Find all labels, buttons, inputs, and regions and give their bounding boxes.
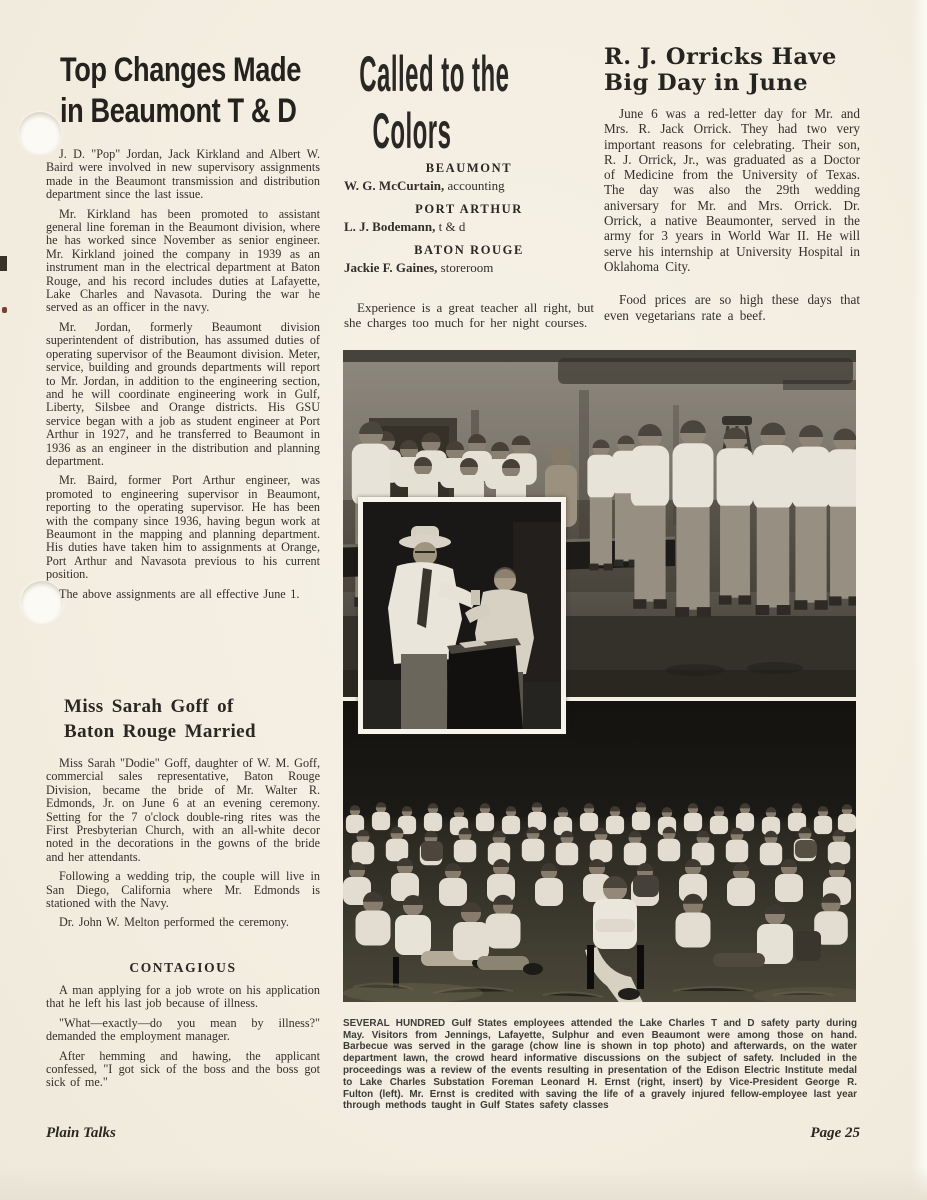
title-line: Big Day in June bbox=[604, 70, 809, 96]
title-line: Colors bbox=[372, 103, 452, 159]
article-top-changes bbox=[46, 50, 320, 607]
article-called-colors-title bbox=[302, 46, 522, 160]
page-number: Page 25 bbox=[810, 1125, 860, 1141]
paragraph: Dr. John W. Melton performed the ceremony. bbox=[59, 915, 289, 930]
paragraph: Mr. Jordan, formerly Beaumont division superintendent of distribution, has assumed duties of operating supervisor of the Beaumont division. Meter, service, building and grounds departments will report to Mr. Jordan, in addition to the engineering section, and he will coordinate engineering work in Gulf, Liberty, Silsbee and Orange districts. His GSU service began with a job as student engineer at Port Arthur in 1927, and he transferred to Beaumont in 1936 as an engineer in the distribution and planning department. bbox=[46, 319, 320, 468]
publication-name: Plain Talks bbox=[46, 1125, 116, 1141]
paper-speck bbox=[2, 307, 7, 313]
article-sarah-goff bbox=[46, 694, 320, 936]
paragraph: Mr. Baird, former Port Arthur engineer, was promoted to engineering supervisor in Beaumont, reporting to the operating supervisor. He has been with the company since 1936, having begun work at Beaumont in the mapping and planning department. His duties have taken him to assignments at Orange, Port Arthur and Navasota previous to his current position. bbox=[46, 473, 320, 582]
photo-medal-presentation bbox=[358, 497, 566, 734]
service-roster bbox=[344, 161, 594, 284]
roster-name: Jackie F. Gaines, bbox=[344, 260, 438, 275]
roster-entry bbox=[344, 219, 594, 235]
article-sarah-goff-title bbox=[46, 694, 320, 744]
paragraph: Miss Sarah "Dodie" Goff, daughter of W. M. Goff, commercial sales representative, Baton Rouge Division, became the bride of Mr. Walter R. Edmonds, Jr. on June 6 at an evening ceremony. Setting for the 7 o'clock double-ring rites was the First Presbyterian Church, with an all-white decor noted in the decorations in the gowns of the bride and her attendants. bbox=[46, 756, 320, 864]
roster-entry bbox=[344, 260, 594, 276]
page-footer bbox=[46, 1125, 860, 1142]
article-orricks bbox=[604, 44, 860, 329]
roster-name: W. G. McCurtain, bbox=[344, 178, 445, 193]
title-line: in Beaumont T & D bbox=[60, 92, 297, 130]
paragraph: Mr. Kirkland has been promoted to assistant general line foreman in the Beaumont division, where he has worked since November as senior engineer. Mr. Kirkland joined the company in 1939 as an instrument man in the electrical department at Baton Rouge, and his record includes duties at Lafayette, Lake Charles and Navasota. During the war he served as an officer in the navy. bbox=[46, 206, 320, 315]
roster-city: BEAUMONT bbox=[425, 161, 513, 175]
roster-role: storeroom bbox=[440, 260, 494, 275]
paper-speck bbox=[0, 256, 7, 271]
article-orricks-title bbox=[604, 44, 860, 96]
photo-lawn-crowd-art bbox=[343, 701, 856, 1002]
paragraph: J. D. "Pop" Jordan, Jack Kirkland and Albert W. Baird were involved in new supervisory assignments made in the Beaumont transmission and distribution department since the last issue. bbox=[46, 147, 320, 202]
paragraph: The above assignments are all effective June 1. bbox=[59, 586, 300, 601]
title-line: Top Changes Made bbox=[60, 51, 301, 89]
photo-block bbox=[343, 350, 856, 1002]
roster-name: L. J. Bodemann, bbox=[344, 219, 436, 234]
roster-city: PORT ARTHUR bbox=[415, 202, 523, 216]
photo-lawn-crowd bbox=[343, 701, 856, 1002]
paragraph: June 6 was a red-letter day for Mr. and Mrs. R. Jack Orrick. They had two very important reasons for celebrating. Their son, R. J. Orrick, Jr., was graduated as a Doctor of Medicine from the University of Texas. The day was also the 29th wedding aniversary for Mr. and Mrs. Orrick. Dr. Orrick, a native Beaumonter, served in the army for 3 years in World War II. He will serve his internship at University Hospital in Oklahoma City. bbox=[604, 106, 860, 274]
title-line: R. J. Orricks Have bbox=[604, 44, 837, 70]
title-line: Baton Rouge Married bbox=[64, 721, 256, 742]
title-line: Called to the bbox=[359, 46, 510, 102]
paragraph: A man applying for a job wrote on his application that he left his last job because of illness. bbox=[46, 983, 320, 1011]
roster-section-beaumont bbox=[344, 161, 594, 194]
filler-joke: Experience is a great teacher all right, but she charges too much for her night courses. bbox=[344, 300, 594, 330]
title-line: Miss Sarah Goff of bbox=[64, 696, 234, 717]
roster-section-baton-rouge bbox=[344, 243, 594, 276]
photo-caption: SEVERAL HUNDRED Gulf States employees attended the Lake Charles T and D safety party during May. Visitors from Jennings, Lafayette, Sulphur and even Beaumont were among those on hand. Barbecue was served in the garage (chow line is shown in top photo) and afterwards, on the water department lawn, the crowd heard informative discussions on the subject of safety. Included in the proceedings was a review of the events resulting in presentation of the Edison Electric Institute medal to Lake Charles Substation Foreman Leonard H. Ernst (right, insert) by Vice-President George R. Fulton (left). Mr. Ernst is credited with saving the life of a gravely injured fellow-employee last year through methods taught in Gulf States safety classes bbox=[343, 1017, 857, 1112]
paragraph: After hemming and hawing, the applicant confessed, "I got sick of the boss and the boss got sick of me." bbox=[46, 1048, 320, 1090]
roster-role: t & d bbox=[438, 219, 466, 234]
paragraph: "What—exactly—do you mean by illness?" demanded the employment manager. bbox=[46, 1015, 320, 1044]
filler-joke: Food prices are so high these days that even vegetarians rate a beef. bbox=[604, 292, 860, 323]
roster-section-port-arthur bbox=[344, 202, 594, 235]
article-top-changes-title bbox=[46, 50, 320, 132]
article-contagious-title: CONTAGIOUS bbox=[129, 960, 237, 975]
roster-city: BATON ROUGE bbox=[414, 243, 524, 257]
roster-role: accounting bbox=[447, 178, 505, 193]
photo-medal-presentation-art bbox=[363, 502, 561, 729]
roster-entry bbox=[344, 178, 594, 194]
paragraph: Following a wedding trip, the couple will live in San Diego, California where Mr. Edmonds is stationed with the Navy. bbox=[46, 869, 320, 911]
article-contagious bbox=[46, 960, 320, 1096]
